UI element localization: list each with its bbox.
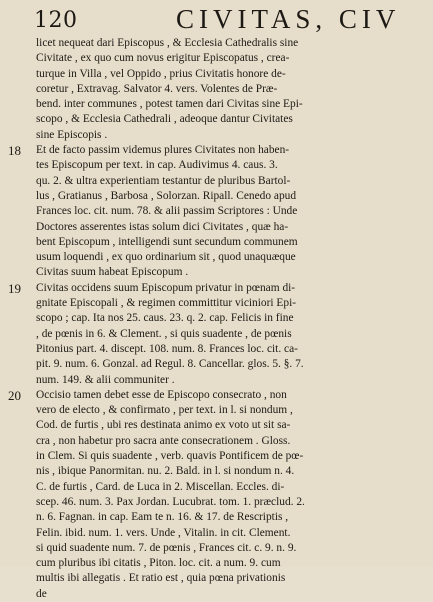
page-number: 120 bbox=[34, 8, 78, 33]
text-line: sine Episcopis . bbox=[36, 128, 108, 141]
text-line: Occisio tamen debet esse de Episcopo consecrato , non bbox=[36, 388, 287, 401]
text-line: Civitas occidens suum Episcopum privatur in pœnam di- bbox=[36, 281, 296, 294]
text-line: scopo ; cap. Ita nos 25. caus. 23. q. 2. cap. Felicis in fine bbox=[36, 312, 294, 325]
text-line: Civitas suum habeat Episcopum . bbox=[36, 266, 189, 279]
paragraph-number: 20 bbox=[8, 387, 21, 403]
text-line: bend. inter communes , potest tamen dari Civitas sine Epi- bbox=[36, 98, 303, 111]
text-line: multis ibi allegatis . Et ratio est , quia pœna privationis bbox=[36, 572, 286, 585]
page-header bbox=[0, 0, 433, 36]
text-line: lus , Gratianus , Barbosa , Solorzan. Ripall. Cenedo apud bbox=[36, 189, 297, 202]
body-text bbox=[8, 36, 430, 602]
paragraph bbox=[26, 36, 430, 143]
running-head: CIVITAS, CIV bbox=[176, 4, 401, 34]
text-line: coretur , Extravag. Salvator 4. vers. Volentes de Præ- bbox=[36, 82, 278, 95]
text-line: Felin. ibid. num. 1. vers. Unde , Vitalin. in cit. Clement. bbox=[36, 526, 291, 539]
text-line: si quid suadente num. 7. de pœnis , Frances cit. c. 9. n. 9. bbox=[36, 541, 297, 554]
text-line: scep. 46. num. 3. Pax Jordan. Lucubrat. tom. 1. præclud. 2. bbox=[36, 495, 305, 508]
text-line: cum pluribus ibi citatis , Piton. loc. cit. a num. 9. cum bbox=[36, 557, 281, 570]
text-line: Doctores asserentes istas solum dici Civitates , quæ ha- bbox=[36, 220, 289, 233]
text-line: usum loquendi , ex quo ordinarium sit , quod unaquæque bbox=[36, 251, 296, 264]
text-line: nis , ibique Panormitan. nu. 2. Bald. in l. si nondum n. 4. bbox=[36, 465, 295, 478]
paragraph bbox=[8, 387, 430, 602]
text-line: C. de furtis , Card. de Luca in 2. Miscellan. Eccles. di- bbox=[36, 480, 285, 493]
text-line: bent Episcopum , intelligendi sunt secundum communem bbox=[36, 235, 298, 248]
text-line: Frances loc. cit. num. 78. & alii passim Scriptores : Unde bbox=[36, 205, 298, 218]
paragraph bbox=[8, 143, 430, 281]
text-line: turque in Villa , vel Oppido , prius Civitatis honore de- bbox=[36, 67, 286, 80]
text-line: qu. 2. & ultra experientiam testantur de pluribus Bartol- bbox=[36, 174, 291, 187]
text-line: vero de electo , & confirmato , per text. in l. si nondum , bbox=[36, 404, 293, 417]
text-line: Et de facto passim videmus plures Civitates non haben- bbox=[36, 144, 290, 157]
text-line: Cod. de furtis , ubi res destinata animo ex voto ut sit sa- bbox=[36, 419, 291, 432]
paragraph-number: 19 bbox=[8, 280, 21, 296]
text-line: , de pœnis in 6. & Clement. , si quis suadente , de pœnis bbox=[36, 327, 292, 340]
text-line: cra , non habetur pro sacra ante consecrationem . Gloss. bbox=[36, 434, 291, 447]
text-line: n. 6. Fagnan. in cap. Eam te n. 16. & 17. de Rescriptis , bbox=[36, 511, 289, 524]
paragraph bbox=[8, 280, 430, 388]
text-line: tes Episcopum per text. in cap. Audivimus 4. caus. 3. bbox=[36, 159, 278, 172]
text-line: in Clem. Si quis suadente , verb. quavis Pontificem de pœ- bbox=[36, 450, 304, 463]
text-line: de bbox=[36, 587, 47, 600]
text-line: gnitate Episcopali , & regimen committitur viciniori Epi- bbox=[36, 297, 297, 310]
text-line: scopo , & Ecclesia Cathedrali , adeoque dantur Civitates bbox=[36, 113, 293, 126]
text-line: Pitonius part. 4. discept. 108. num. 8. Frances loc. cit. ca- bbox=[36, 342, 298, 355]
text-line: pit. 9. num. 6. Gonzal. ad Regul. 8. Cancellar. glos. 5. §. 7. bbox=[36, 358, 304, 371]
text-line: licet nequeat dari Episcopus , & Ecclesia Cathedralis sine bbox=[36, 37, 299, 49]
text-line: Civitate , ex quo cum novus erigitur Episcopatus , crea- bbox=[36, 52, 290, 65]
text-line: num. 149. & alii communiter . bbox=[36, 373, 175, 386]
paragraph-number: 18 bbox=[8, 143, 21, 159]
